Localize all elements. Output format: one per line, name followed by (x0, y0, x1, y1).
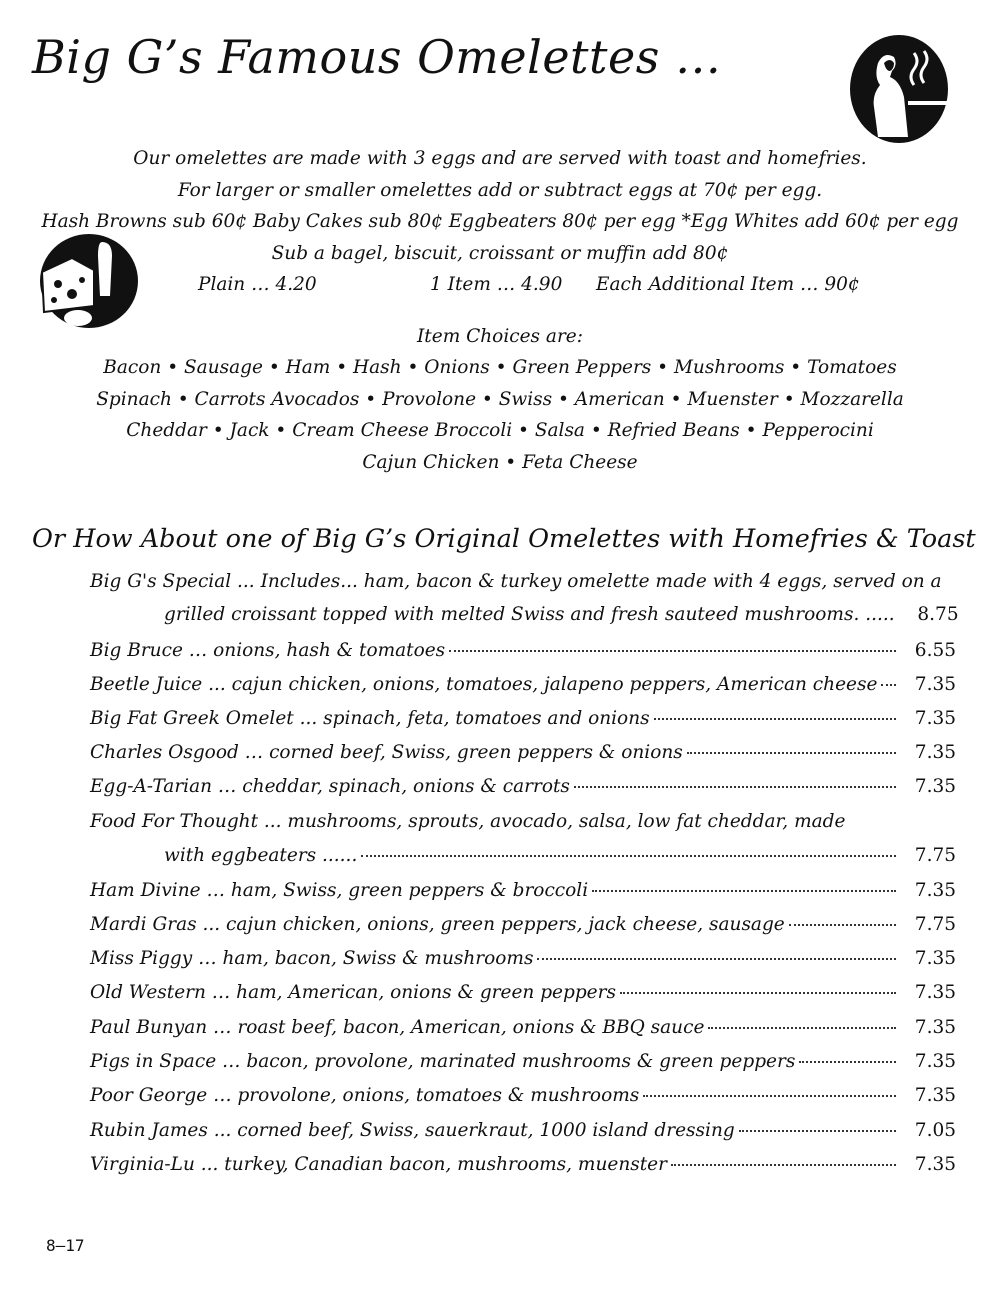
menu-item (90, 982, 956, 1012)
leader-dots (537, 957, 896, 960)
leader-dots (687, 751, 896, 754)
menu-item-desc: Paul Bunyan … roast beef, bacon, American, onions & BBQ sauce (90, 1017, 705, 1038)
intro-line-2: For larger or smaller omelettes add or subtract eggs at 70¢ per egg. (177, 180, 823, 201)
item-choices-line-1: Bacon • Sausage • Ham • Hash • Onions • Green Peppers • Mushrooms • Tomatoes (103, 357, 897, 378)
menu-item (90, 948, 956, 978)
menu-item-desc: Egg-A-Tarian … cheddar, spinach, onions & carrots (90, 776, 570, 797)
menu-item (90, 914, 956, 944)
leader-dots (643, 1094, 896, 1097)
leader-dots (592, 889, 896, 892)
menu-item-desc: Big Fat Greek Omelet ... spinach, feta, tomatoes and onions (90, 708, 650, 729)
leader-dots (449, 649, 896, 652)
original-omelettes-heading: Or How About one of Big G’s Original Omelettes with Homefries & Toast (32, 524, 976, 554)
menu-item-food-for-thought (164, 845, 956, 875)
menu-item-price: 7.05 (914, 1120, 956, 1141)
menu-item-desc: Big Bruce … onions, hash & tomatoes (90, 640, 446, 661)
leader-dots (654, 717, 896, 720)
menu-item-price: 7.35 (914, 1051, 956, 1072)
special-line-1: Big G's Special ... Includes... ham, bacon & turkey omelette made with 4 eggs, served on a (90, 571, 942, 592)
item-choices-line-4: Cajun Chicken • Feta Cheese (362, 452, 638, 473)
leader-dots (799, 1060, 896, 1063)
menu-item-desc: Beetle Juice ... cajun chicken, onions, tomatoes, jalapeno peppers, American cheese (90, 674, 878, 695)
menu-item-desc: Mardi Gras ... cajun chicken, onions, green peppers, jack cheese, sausage (90, 914, 785, 935)
leader-dots (620, 991, 896, 994)
menu-item (90, 640, 956, 670)
leader-dots (739, 1129, 896, 1132)
menu-item-desc: Virginia-Lu ... turkey, Canadian bacon, mushrooms, muenster (90, 1154, 667, 1175)
menu-item-desc: grilled croissant topped with melted Swiss and fresh sauteed mushrooms. ..... (164, 604, 895, 625)
menu-item-price: 7.35 (914, 1017, 956, 1038)
menu-item-price: 6.55 (914, 640, 956, 661)
menu-item-desc: Charles Osgood … corned beef, Swiss, green peppers & onions (90, 742, 683, 763)
menu-item-price: 7.35 (914, 742, 956, 763)
leader-dots (708, 1026, 896, 1029)
item-choices-line-3: Cheddar • Jack • Cream Cheese Broccoli • Salsa • Refried Beans • Pepperocini (126, 420, 874, 441)
leader-dots (789, 923, 896, 926)
menu-item (90, 708, 956, 738)
additional-item-price: Each Additional Item … 90¢ (596, 274, 860, 295)
one-item-price: 1 Item … 4.90 (430, 274, 563, 295)
page-code: 8–17 (46, 1236, 85, 1255)
menu-item (90, 1051, 956, 1081)
menu-item-desc: Pigs in Space … bacon, provolone, marinated mushrooms & green peppers (90, 1051, 796, 1072)
page-title: Big G’s Famous Omelettes … (32, 30, 722, 84)
item-choices-line-2: Spinach • Carrots Avocados • Provolone • Swiss • American • Muenster • Mozzarella (96, 389, 904, 410)
menu-item-price: 7.35 (914, 708, 956, 729)
menu-item-desc: Poor George … provolone, onions, tomatoes & mushrooms (90, 1085, 640, 1106)
menu-item (90, 1154, 956, 1184)
base-pricing (0, 274, 1000, 302)
intro-line-4: Sub a bagel, biscuit, croissant or muffin add 80¢ (271, 243, 729, 264)
food-for-thought-line-1: Food For Thought ... mushrooms, sprouts, avocado, salsa, low fat cheddar, made (90, 811, 846, 832)
intro-line-3: Hash Browns sub 60¢ Baby Cakes sub 80¢ Eggbeaters 80¢ per egg *Egg Whites add 60¢ per egg (41, 211, 959, 232)
menu-item-desc: Ham Divine … ham, Swiss, green peppers & broccoli (90, 880, 589, 901)
menu-item-desc: Old Western … ham, American, onions & green peppers (90, 982, 616, 1003)
menu-item (90, 674, 956, 704)
menu-item (90, 1085, 956, 1115)
menu-item-desc: with eggbeaters ...... (164, 845, 358, 866)
plain-price: Plain … 4.20 (198, 274, 317, 295)
menu-item (90, 776, 956, 806)
leader-dots (361, 854, 896, 857)
chef-silhouette-icon (848, 33, 950, 145)
menu-item-price: 7.35 (914, 880, 956, 901)
menu-item-price: 7.35 (914, 948, 956, 969)
menu-item-price: 8.75 (917, 604, 959, 625)
leader-dots (671, 1163, 896, 1166)
menu-item-desc: Miss Piggy … ham, bacon, Swiss & mushrooms (90, 948, 534, 969)
menu-item-price: 7.75 (914, 845, 956, 866)
menu-item-price: 7.35 (914, 776, 956, 797)
menu-item-price: 7.35 (914, 674, 956, 695)
menu-item (90, 1017, 956, 1047)
intro-line-1: Our omelettes are made with 3 eggs and are served with toast and homefries. (133, 148, 867, 169)
leader-dots (881, 683, 896, 686)
menu-item-desc: Rubin James ... corned beef, Swiss, sauerkraut, 1000 island dressing (90, 1120, 735, 1141)
leader-dots (574, 785, 896, 788)
menu-item (90, 1120, 956, 1150)
menu-item (90, 880, 956, 910)
menu-item-special (164, 604, 959, 634)
menu-item-price: 7.35 (914, 1085, 956, 1106)
menu-item (90, 742, 956, 772)
menu-item-price: 7.75 (914, 914, 956, 935)
menu-item-price: 7.35 (914, 982, 956, 1003)
menu-item-price: 7.35 (914, 1154, 956, 1175)
item-choices-heading: Item Choices are: (417, 326, 583, 347)
